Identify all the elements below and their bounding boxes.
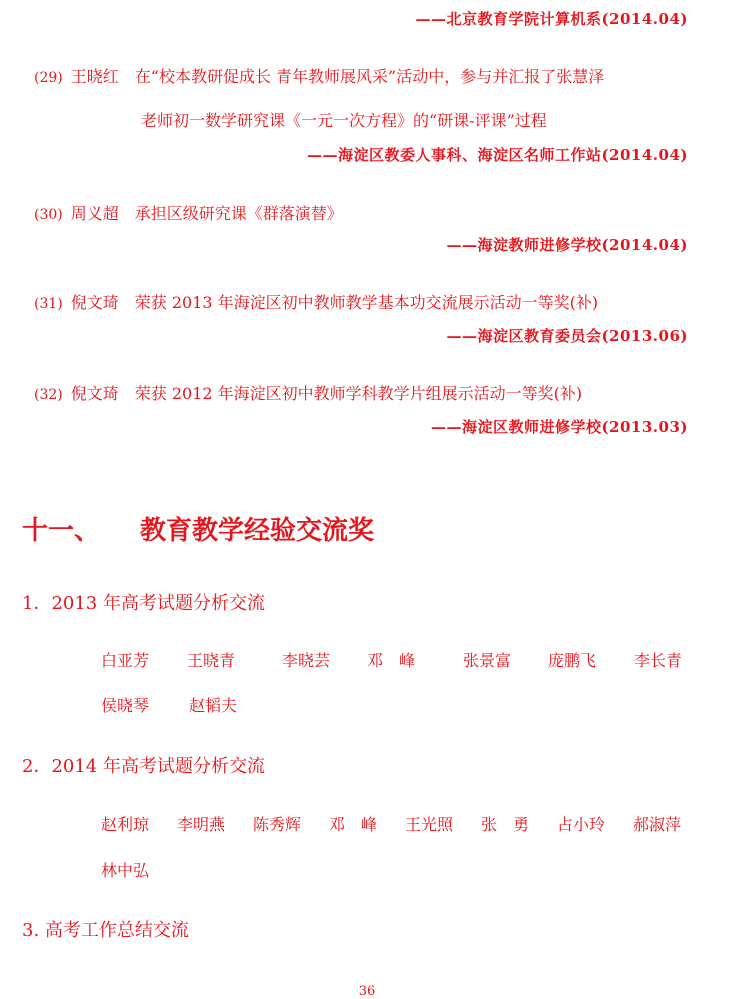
subsection-title: 3. 高考工作总结交流 (22, 920, 189, 941)
item-number: (31) (34, 296, 63, 312)
person-name: 李长青 (634, 651, 683, 670)
person-name: 林中弘 (101, 861, 150, 880)
item-number: (29) (34, 70, 63, 86)
section-number: 十一、 (22, 516, 101, 546)
person-name: 张 勇 (481, 815, 530, 834)
item-name: 倪文琦 (70, 293, 119, 312)
person-name: 王晓青 (187, 651, 236, 670)
item-text: 在“校本教研促成长 青年教师展风采”活动中，参与并汇报了张慧泽 (134, 67, 605, 86)
section-title: 教育教学经验交流奖 (140, 516, 375, 546)
item-source: ——海淀区教师进修学校(2013.03) (430, 418, 688, 436)
section-heading (22, 510, 374, 547)
item-text: 荣获 2013 年海淀区初中教师教学基本功交流展示活动一等奖(补) (134, 293, 599, 312)
list-item-32 (34, 381, 582, 404)
item-source: ——海淀区教育委员会(2013.06) (446, 327, 688, 345)
item-text: 荣获 2012 年海淀区初中教师学科教学片组展示活动一等奖(补) (134, 384, 583, 403)
person-name: 李明燕 (177, 815, 226, 834)
person-name: 赵韬夫 (189, 696, 238, 715)
item-text: 承担区级研究课《群落演替》 (134, 204, 343, 223)
item-name: 王晓红 (70, 67, 119, 86)
list-item-29 (34, 64, 604, 87)
item-source: ——海淀教师进修学校(2014.04) (446, 236, 688, 254)
subsection-title: 1．2013 年高考试题分析交流 (22, 593, 265, 614)
page-number: 36 (358, 984, 376, 999)
source-line-top: ——北京教育学院计算机系(2014.04) (415, 10, 688, 28)
list-item-30 (34, 201, 343, 224)
item-number: (32) (34, 387, 63, 403)
person-name: 李晓芸 (282, 651, 331, 670)
person-name: 邓 峰 (329, 815, 378, 834)
person-name: 占小玲 (557, 815, 606, 834)
person-name: 赵利琼 (101, 815, 150, 834)
item-number: (30) (34, 207, 63, 223)
item-source: ——海淀区教委人事科、海淀区名师工作站(2014.04) (306, 146, 688, 164)
list-item-31 (34, 290, 598, 313)
person-name: 白亚芳 (101, 651, 150, 670)
person-name: 郝淑萍 (633, 815, 682, 834)
person-name: 侯晓琴 (101, 696, 150, 715)
person-name: 王光照 (405, 815, 454, 834)
item-name: 倪文琦 (70, 384, 119, 403)
person-name: 庞鹏飞 (548, 651, 597, 670)
item-text-continued: 老师初一数学研究课《一元一次方程》的“研课-评课”过程 (141, 111, 547, 130)
person-name: 张景富 (463, 651, 512, 670)
person-name: 邓 峰 (367, 651, 416, 670)
subsection-title: 2．2014 年高考试题分析交流 (22, 756, 265, 777)
person-name: 陈秀辉 (253, 815, 302, 834)
item-name: 周义超 (70, 204, 119, 223)
